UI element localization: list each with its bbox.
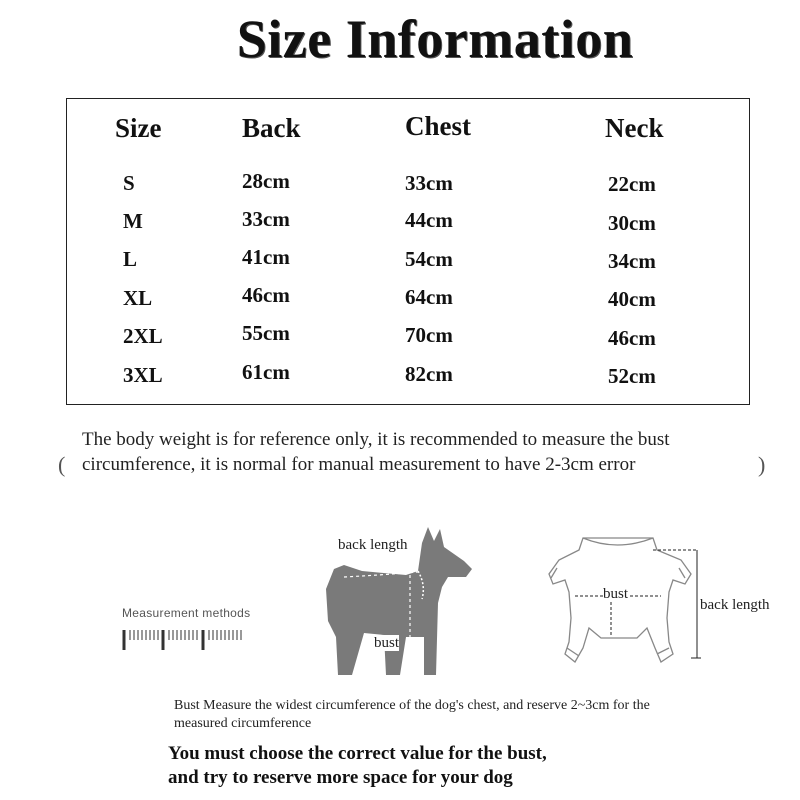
table-cell-neck: 46cm [608, 326, 656, 350]
table-cell-neck: 30cm [608, 211, 656, 235]
table-cell-size: L [123, 247, 138, 271]
dog-clothing-outline-icon [545, 530, 705, 675]
note-close-paren: ) [758, 452, 766, 477]
table-cell-chest: 54cm [405, 247, 453, 271]
table-header-chest: Chest [405, 111, 471, 141]
table-cell-chest: 44cm [405, 208, 453, 232]
bust-instruction: Bust Measure the widest circumference of the dog's chest, and reserve 2~3cm for the measured circumference [174, 698, 650, 731]
table-cell-chest: 82cm [405, 362, 453, 386]
table-cell-neck: 40cm [608, 287, 656, 311]
table-cell-size: 3XL [123, 363, 163, 387]
table-cell-size: XL [123, 286, 153, 310]
table-cell-back: 33cm [242, 207, 290, 231]
table-cell-size: S [123, 171, 135, 195]
table-header-size: Size [115, 113, 162, 143]
table-header-back: Back [242, 113, 301, 143]
sizing-advice-line-1: You must choose the correct value for the bust, [168, 743, 547, 764]
dog-back-length-label: back length [338, 537, 408, 553]
clothing-back-length-label: back length [700, 597, 770, 613]
table-cell-chest: 33cm [405, 171, 453, 195]
table-header-neck: Neck [605, 113, 664, 143]
note-open-paren: ( [58, 452, 66, 477]
sizing-advice [168, 742, 728, 790]
dog-bust-label: bust [374, 635, 400, 651]
table-cell-back: 61cm [242, 360, 290, 384]
page-title: Size Information [236, 9, 634, 69]
ruler-icon [122, 624, 246, 656]
table-cell-back: 41cm [242, 245, 290, 269]
clothing-figure [545, 530, 770, 680]
dog-figure [322, 525, 502, 690]
table-cell-size: 2XL [123, 324, 163, 348]
measurement-methods-label: Measurement methods [122, 606, 251, 620]
table-cell-size: M [123, 209, 143, 233]
table-cell-chest: 70cm [405, 323, 453, 347]
table-cell-neck: 52cm [608, 364, 656, 388]
table-cell-back: 55cm [242, 321, 290, 345]
measurement-note: The body weight is for reference only, it is recommended to measure the bust circumference, it is normal for manual measurement to have 2-3cm error [82, 429, 670, 475]
table-cell-neck: 22cm [608, 172, 656, 196]
sizing-advice-line-2: and try to reserve more space for your dog [168, 767, 513, 788]
clothing-bust-label: bust [603, 586, 629, 602]
table-cell-chest: 64cm [405, 285, 453, 309]
table-cell-neck: 34cm [608, 249, 656, 273]
table-cell-back: 46cm [242, 283, 290, 307]
size-table [66, 98, 750, 405]
table-cell-back: 28cm [242, 169, 290, 193]
